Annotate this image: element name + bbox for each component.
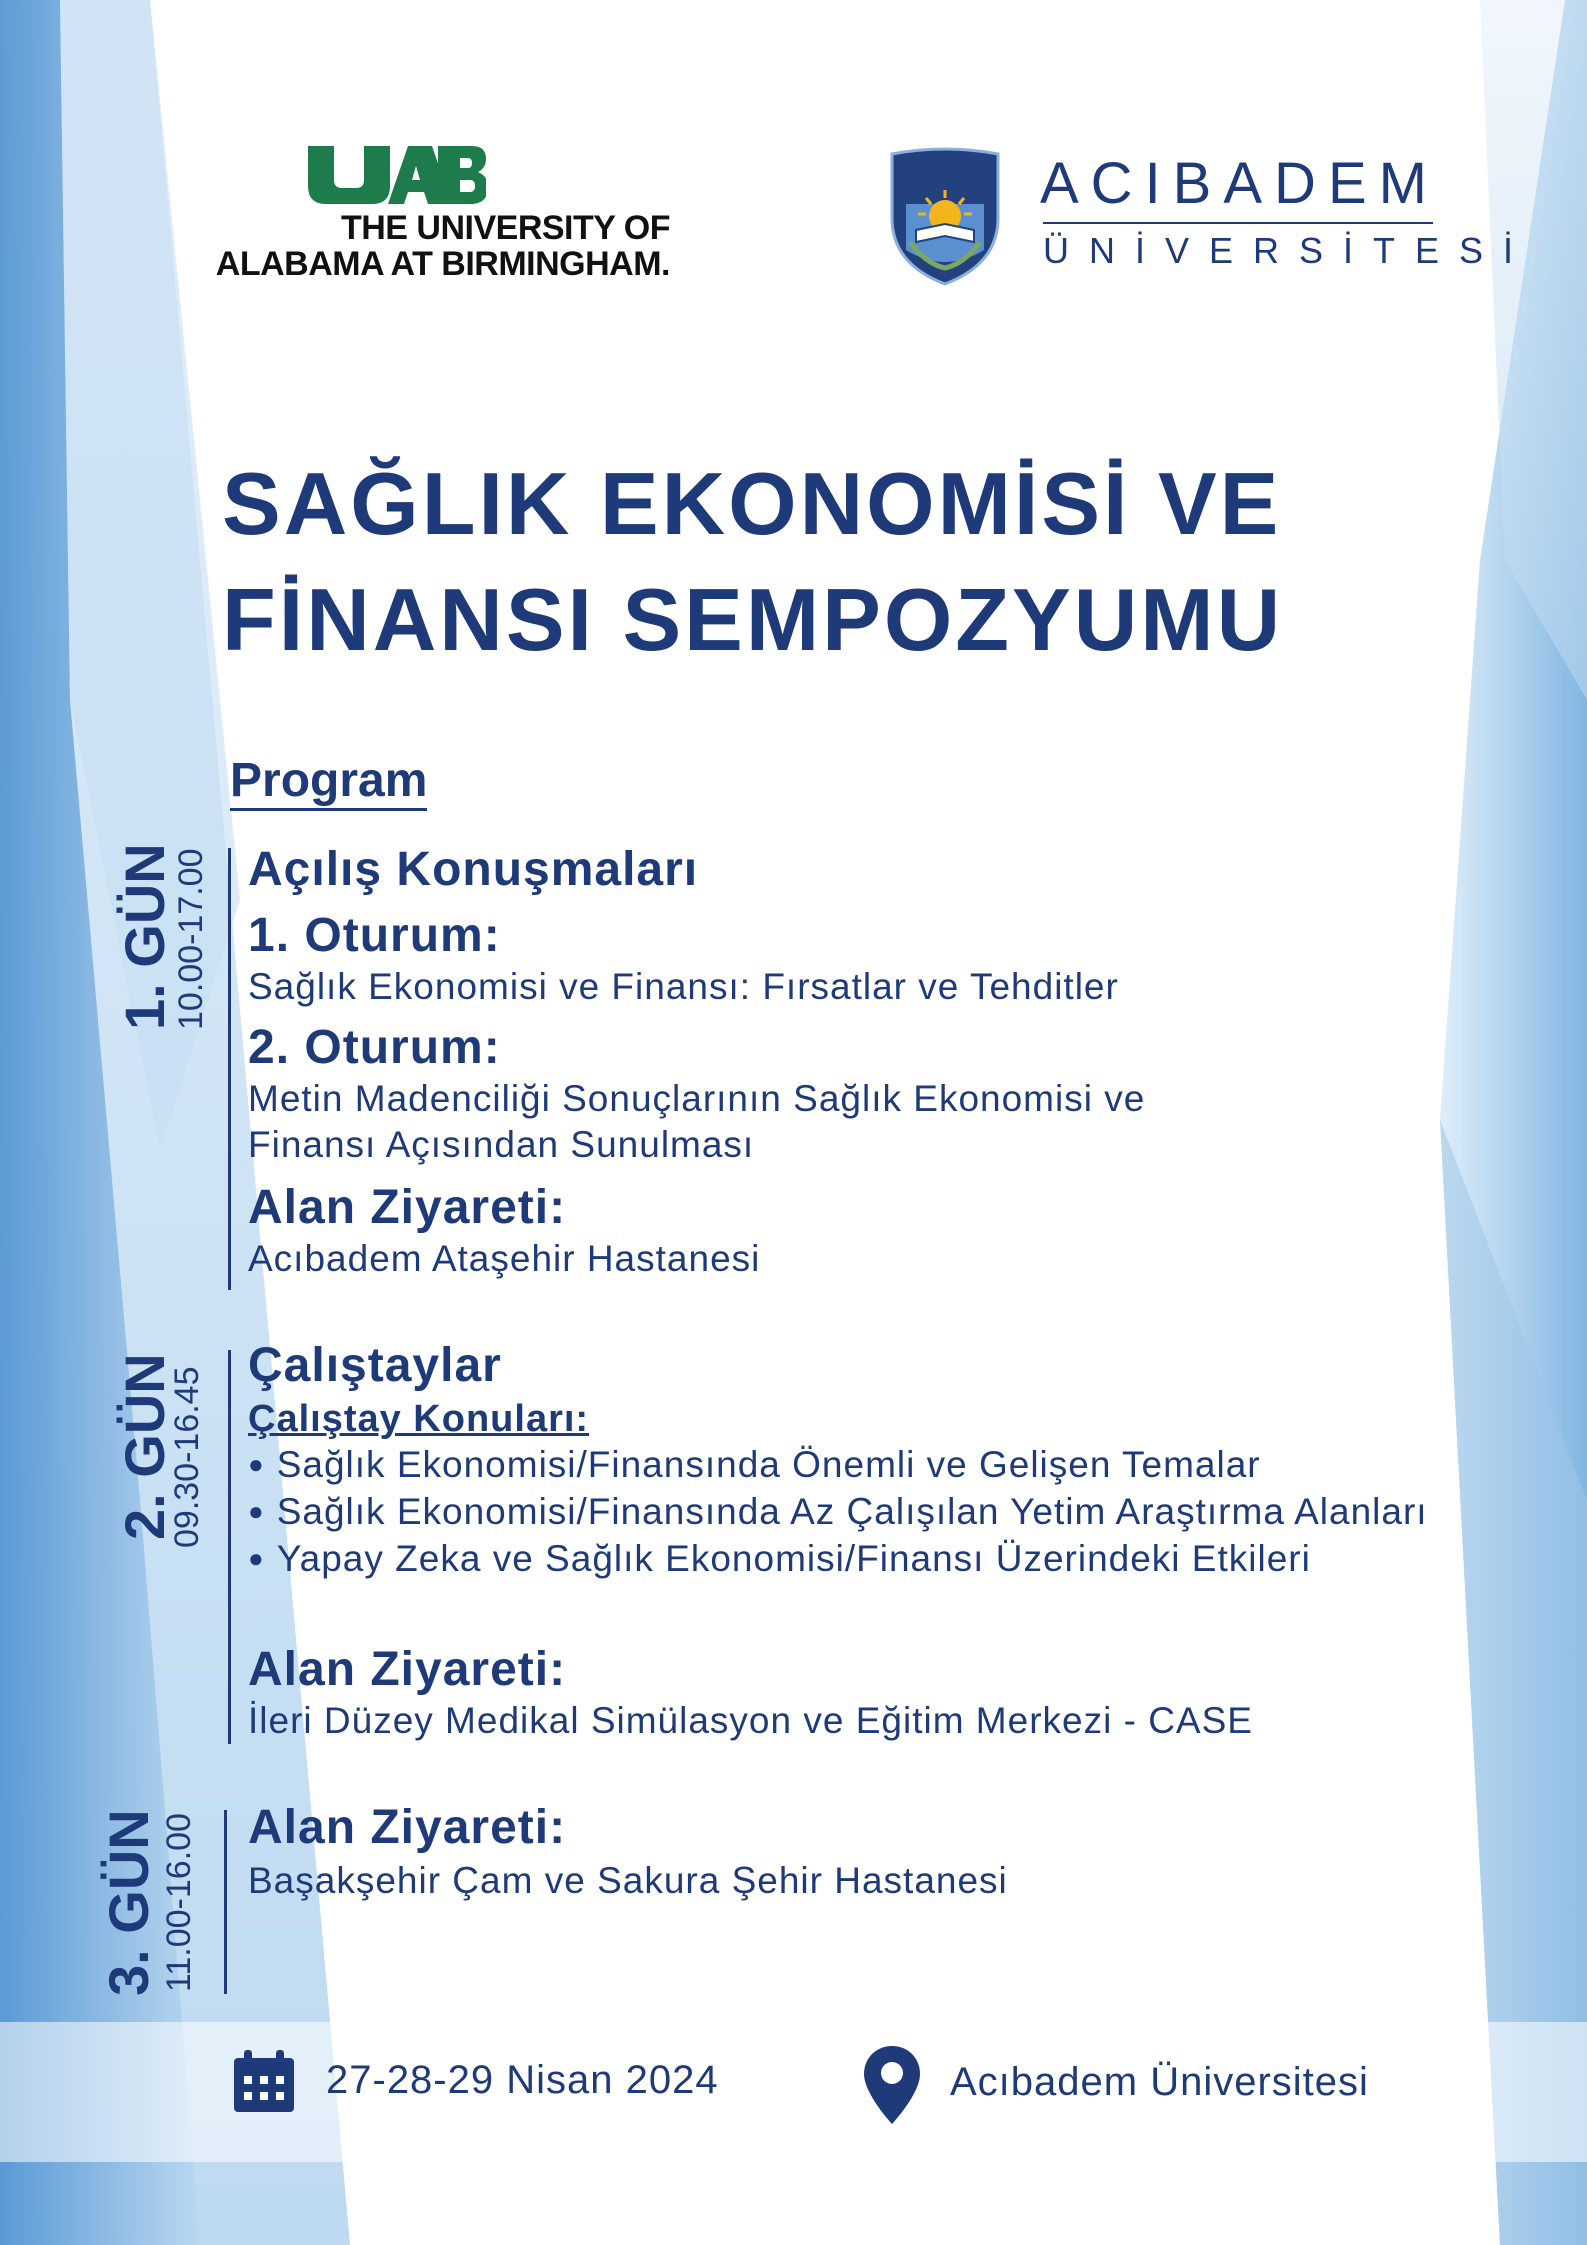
day1-label — [112, 843, 177, 1030]
day1-visit-title: Alan Ziyareti: — [248, 1181, 567, 1234]
day3-visit-text: Başakşehir Çam ve Sakura Şehir Hastanesi — [248, 1860, 1008, 1901]
acibadem-subtitle: ÜNİVERSİTESİ — [1043, 230, 1534, 271]
workshops-title: Çalıştaylar — [248, 1339, 502, 1392]
event-date: 27-28-29 Nisan 2024 — [326, 2058, 719, 2102]
uab-logo-text — [150, 210, 670, 282]
program-heading: Program — [230, 754, 427, 811]
day2-label-text: 2. GÜN — [113, 1353, 176, 1540]
map-pin-icon — [864, 2046, 920, 2124]
day1-divider — [228, 848, 231, 1290]
title-line1: SAĞLIK EKONOMİSİ VE — [222, 454, 1282, 553]
session2-text-line1: Metin Madenciliği Sonuçlarının Sağlık Ekonomisi ve — [248, 1078, 1146, 1119]
day3-visit-title: Alan Ziyareti: — [248, 1801, 567, 1854]
day1-visit-text: Acıbadem Ataşehir Hastanesi — [248, 1238, 761, 1279]
day3-time: 11.00-16.00 — [160, 1813, 198, 1992]
topic-item-2: ● Sağlık Ekonomisi/Finansında Az Çalışılan Yetim Araştırma Alanları — [248, 1491, 1428, 1533]
topic-item-1: ● Sağlık Ekonomisi/Finansında Önemli ve Gelişen Temalar — [248, 1444, 1261, 1486]
acibadem-name: ACIBADEM — [1040, 151, 1439, 216]
acibadem-rule — [1043, 222, 1433, 224]
acibadem-crest-icon — [886, 146, 1004, 286]
uab-line2: ALABAMA AT BIRMINGHAM. — [215, 245, 670, 283]
calendar-icon — [232, 2050, 296, 2114]
session2-title: 2. Oturum: — [248, 1021, 501, 1074]
day2-visit-title: Alan Ziyareti: — [248, 1643, 567, 1696]
day2-divider — [228, 1350, 231, 1744]
session1-text: Sağlık Ekonomisi ve Finansı: Fırsatlar ve Tehditler — [248, 966, 1119, 1007]
day1-label-text: 1. GÜN — [113, 843, 176, 1030]
uab-logo-mark — [308, 146, 486, 204]
session2-text-line2: Finansı Açısından Sunulması — [248, 1124, 755, 1165]
day1-time: 10.00-17.00 — [172, 848, 210, 1030]
day2-visit-text: İleri Düzey Medikal Simülasyon ve Eğitim Merkezi - CASE — [248, 1700, 1253, 1741]
uab-line1: THE UNIVERSITY OF — [340, 209, 670, 247]
topic-item-3: ● Yapay Zeka ve Sağlık Ekonomisi/Finansı Üzerindeki Etkileri — [248, 1538, 1311, 1580]
day3-label — [96, 1809, 161, 1996]
day3-label-text: 3. GÜN — [97, 1809, 160, 1996]
day3-divider — [224, 1810, 227, 1994]
workshop-topics-title: Çalıştay Konuları: — [248, 1398, 590, 1440]
title-line2: FİNANSI SEMPOZYUMU — [222, 570, 1284, 669]
event-location: Acıbadem Üniversitesi — [950, 2060, 1369, 2104]
day2-time: 09.30-16.45 — [168, 1366, 206, 1548]
session1-title: 1. Oturum: — [248, 909, 501, 962]
opening-title: Açılış Konuşmaları — [248, 843, 699, 896]
page-title — [222, 446, 1422, 678]
